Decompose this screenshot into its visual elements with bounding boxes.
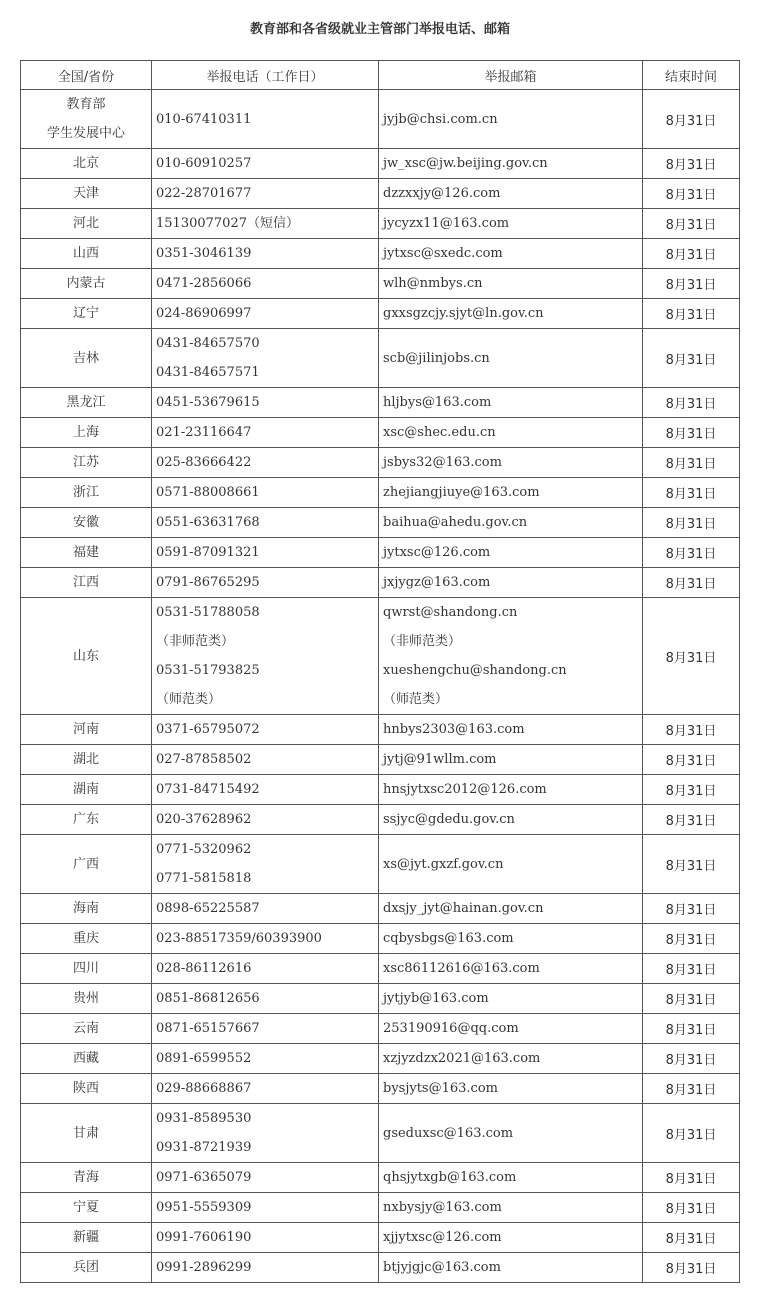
email-cell-line: xsc@shec.edu.cn bbox=[383, 425, 496, 440]
email-cell-line: jytj@91wllm.com bbox=[383, 752, 497, 767]
phone-cell bbox=[152, 775, 379, 805]
phone-cell-line: 0891-6599552 bbox=[156, 1051, 252, 1066]
phone-cell-line: 029-88668867 bbox=[156, 1081, 252, 1096]
province-cell-line: 河北 bbox=[72, 216, 99, 231]
email-cell bbox=[379, 179, 643, 209]
phone-cell bbox=[152, 805, 379, 835]
province-cell bbox=[21, 745, 152, 775]
province-cell-line: 安徽 bbox=[72, 515, 99, 530]
email-cell bbox=[379, 239, 643, 269]
email-cell-line: jxjygz@163.com bbox=[383, 575, 491, 590]
end-date-cell: 8月31日 bbox=[643, 209, 740, 239]
province-cell bbox=[21, 568, 152, 598]
table-row bbox=[21, 835, 740, 894]
table-row bbox=[21, 598, 740, 715]
email-cell-line: xzjyzdzx2021@163.com bbox=[383, 1051, 541, 1066]
email-cell-line: （师范类） bbox=[383, 692, 449, 707]
table-row bbox=[21, 1044, 740, 1074]
page-title: 教育部和各省级就业主管部门举报电话、邮箱 bbox=[249, 22, 510, 37]
email-cell bbox=[379, 924, 643, 954]
end-date-cell: 8月31日 bbox=[643, 894, 740, 924]
email-cell bbox=[379, 568, 643, 598]
phone-cell-line: 0531-51788058 bbox=[156, 605, 260, 620]
email-cell-line: jsbys32@163.com bbox=[383, 455, 502, 470]
province-cell bbox=[21, 1074, 152, 1104]
end-date-cell: 8月31日 bbox=[643, 1044, 740, 1074]
phone-cell-line: 021-23116647 bbox=[156, 425, 252, 440]
phone-cell-line: 022-28701677 bbox=[156, 186, 252, 201]
end-date-cell: 8月31日 bbox=[643, 924, 740, 954]
phone-cell-line: 010-67410311 bbox=[156, 111, 252, 127]
email-cell-line: qhsjytxgb@163.com bbox=[383, 1170, 517, 1185]
province-cell-line: 北京 bbox=[72, 156, 99, 171]
end-date-cell: 8月31日 bbox=[643, 1014, 740, 1044]
province-cell bbox=[21, 894, 152, 924]
email-cell-line: baihua@ahedu.gov.cn bbox=[383, 515, 528, 530]
email-cell bbox=[379, 835, 643, 894]
phone-cell bbox=[152, 269, 379, 299]
end-date-cell: 8月31日 bbox=[643, 745, 740, 775]
province-cell-line: 广东 bbox=[72, 812, 99, 827]
province-cell-line: 新疆 bbox=[72, 1230, 99, 1245]
table-row bbox=[21, 90, 740, 149]
province-cell bbox=[21, 508, 152, 538]
email-cell-line: xs@jyt.gxzf.gov.cn bbox=[383, 856, 504, 872]
end-date-cell: 8月31日 bbox=[643, 388, 740, 418]
email-cell-line: xsc86112616@163.com bbox=[383, 961, 540, 976]
province-cell bbox=[21, 805, 152, 835]
province-cell-line: 宁夏 bbox=[72, 1200, 99, 1215]
table-row bbox=[21, 418, 740, 448]
end-date-cell: 8月31日 bbox=[643, 538, 740, 568]
phone-cell-line: 027-87858502 bbox=[156, 752, 252, 767]
email-cell bbox=[379, 805, 643, 835]
email-cell bbox=[379, 1074, 643, 1104]
phone-cell-line: 028-86112616 bbox=[156, 961, 252, 976]
table-row bbox=[21, 448, 740, 478]
email-cell-line: jyjb@chsi.com.cn bbox=[383, 111, 498, 127]
table-row bbox=[21, 984, 740, 1014]
email-cell bbox=[379, 329, 643, 388]
province-cell bbox=[21, 448, 152, 478]
email-cell bbox=[379, 775, 643, 805]
province-cell bbox=[21, 1193, 152, 1223]
email-cell-line: dxsjy_jyt@hainan.gov.cn bbox=[383, 901, 544, 916]
phone-cell-line: 023-88517359/60393900 bbox=[156, 931, 322, 946]
end-date-cell: 8月31日 bbox=[643, 984, 740, 1014]
email-cell-line: nxbysjy@163.com bbox=[383, 1200, 502, 1215]
province-cell bbox=[21, 984, 152, 1014]
table-row bbox=[21, 1223, 740, 1253]
province-cell bbox=[21, 239, 152, 269]
end-date-cell: 8月31日 bbox=[643, 90, 740, 149]
email-cell bbox=[379, 388, 643, 418]
email-cell-line: xueshengchu@shandong.cn bbox=[383, 663, 567, 678]
phone-cell-line: 0991-2896299 bbox=[156, 1260, 252, 1275]
province-cell-line: 广西 bbox=[72, 856, 99, 872]
phone-cell-line: 0991-7606190 bbox=[156, 1230, 252, 1245]
phone-cell-line: 0471-2856066 bbox=[156, 276, 252, 291]
table-row bbox=[21, 149, 740, 179]
end-date-cell: 8月31日 bbox=[643, 954, 740, 984]
end-date-cell: 8月31日 bbox=[643, 1074, 740, 1104]
end-date-cell: 8月31日 bbox=[643, 448, 740, 478]
email-cell bbox=[379, 538, 643, 568]
email-cell bbox=[379, 478, 643, 508]
province-cell bbox=[21, 329, 152, 388]
province-cell bbox=[21, 835, 152, 894]
email-cell bbox=[379, 984, 643, 1014]
email-cell-line: zhejiangjiuye@163.com bbox=[383, 485, 540, 500]
table-row bbox=[21, 179, 740, 209]
table-row bbox=[21, 388, 740, 418]
email-cell-line: jycyzx11@163.com bbox=[383, 216, 510, 231]
table-row bbox=[21, 478, 740, 508]
phone-cell-line: 0351-3046139 bbox=[156, 246, 252, 261]
phone-cell bbox=[152, 954, 379, 984]
phone-cell bbox=[152, 1044, 379, 1074]
province-cell-line: 重庆 bbox=[72, 931, 99, 946]
phone-cell-line: （师范类） bbox=[156, 692, 222, 707]
province-cell-line: 湖北 bbox=[72, 752, 99, 767]
table-row bbox=[21, 239, 740, 269]
end-date-cell: 8月31日 bbox=[643, 835, 740, 894]
province-cell-line: 辽宁 bbox=[72, 306, 99, 321]
phone-cell bbox=[152, 149, 379, 179]
email-cell-line: jytxsc@sxedc.com bbox=[383, 246, 503, 261]
email-cell-line: dzzxxjy@126.com bbox=[383, 186, 501, 201]
phone-cell bbox=[152, 568, 379, 598]
end-date-cell: 8月31日 bbox=[643, 568, 740, 598]
header-email: 举报邮箱 bbox=[379, 61, 643, 90]
province-cell-line: 甘肃 bbox=[72, 1125, 99, 1141]
email-cell bbox=[379, 149, 643, 179]
phone-cell bbox=[152, 1193, 379, 1223]
email-cell-line: hnbys2303@163.com bbox=[383, 722, 525, 737]
table-row bbox=[21, 805, 740, 835]
table-row bbox=[21, 1074, 740, 1104]
phone-cell-line: 0951-5559309 bbox=[156, 1200, 252, 1215]
table-row bbox=[21, 894, 740, 924]
email-cell bbox=[379, 1163, 643, 1193]
province-cell bbox=[21, 179, 152, 209]
phone-cell-line: 0971-6365079 bbox=[156, 1170, 252, 1185]
phone-cell bbox=[152, 239, 379, 269]
phone-cell-line: （非师范类） bbox=[156, 634, 235, 649]
province-cell bbox=[21, 1163, 152, 1193]
phone-cell bbox=[152, 209, 379, 239]
end-date-cell: 8月31日 bbox=[643, 179, 740, 209]
phone-cell-line: 0431-84657570 bbox=[156, 336, 260, 351]
email-cell-line: xjjytxsc@126.com bbox=[383, 1230, 502, 1245]
end-date-cell: 8月31日 bbox=[643, 508, 740, 538]
phone-cell bbox=[152, 508, 379, 538]
phone-cell-line: 0791-86765295 bbox=[156, 575, 260, 590]
province-cell-line: 学生发展中心 bbox=[46, 126, 125, 141]
province-cell-line: 湖南 bbox=[72, 782, 99, 797]
phone-cell-line: 024-86906997 bbox=[156, 306, 252, 321]
province-cell bbox=[21, 388, 152, 418]
province-cell-line: 四川 bbox=[72, 961, 99, 976]
province-cell bbox=[21, 1104, 152, 1163]
end-date-cell: 8月31日 bbox=[643, 1193, 740, 1223]
table-row bbox=[21, 269, 740, 299]
phone-cell bbox=[152, 538, 379, 568]
phone-cell bbox=[152, 1074, 379, 1104]
email-cell bbox=[379, 448, 643, 478]
header-province: 全国/省份 bbox=[21, 61, 152, 90]
table-row bbox=[21, 775, 740, 805]
phone-cell bbox=[152, 924, 379, 954]
email-cell bbox=[379, 1223, 643, 1253]
province-cell-line: 山西 bbox=[72, 246, 99, 261]
end-date-cell: 8月31日 bbox=[643, 329, 740, 388]
table-row bbox=[21, 209, 740, 239]
phone-cell-line: 15130077027（短信） bbox=[156, 216, 299, 231]
table-row bbox=[21, 745, 740, 775]
phone-cell bbox=[152, 448, 379, 478]
table-row bbox=[21, 538, 740, 568]
table-row bbox=[21, 299, 740, 329]
end-date-cell: 8月31日 bbox=[643, 1223, 740, 1253]
province-cell bbox=[21, 954, 152, 984]
email-cell bbox=[379, 1014, 643, 1044]
province-cell bbox=[21, 1223, 152, 1253]
email-cell bbox=[379, 954, 643, 984]
province-cell-line: 吉林 bbox=[72, 350, 99, 366]
phone-cell bbox=[152, 598, 379, 715]
phone-cell-line: 0371-65795072 bbox=[156, 722, 260, 737]
email-cell-line: cqbysbgs@163.com bbox=[383, 931, 514, 946]
province-cell bbox=[21, 299, 152, 329]
phone-cell bbox=[152, 418, 379, 448]
table-row bbox=[21, 329, 740, 388]
province-cell-line: 福建 bbox=[72, 545, 99, 560]
province-cell bbox=[21, 775, 152, 805]
province-cell-line: 陕西 bbox=[72, 1081, 99, 1096]
end-date-cell: 8月31日 bbox=[643, 1163, 740, 1193]
email-cell bbox=[379, 418, 643, 448]
end-date-cell: 8月31日 bbox=[643, 598, 740, 715]
phone-cell-line: 020-37628962 bbox=[156, 812, 252, 827]
province-cell bbox=[21, 209, 152, 239]
table-row bbox=[21, 924, 740, 954]
province-cell-line: 浙江 bbox=[72, 485, 99, 500]
table-row bbox=[21, 1253, 740, 1283]
phone-cell bbox=[152, 1223, 379, 1253]
email-cell bbox=[379, 1044, 643, 1074]
email-cell bbox=[379, 209, 643, 239]
phone-cell bbox=[152, 299, 379, 329]
phone-cell bbox=[152, 984, 379, 1014]
end-date-cell: 8月31日 bbox=[643, 775, 740, 805]
email-cell-line: scb@jilinjobs.cn bbox=[383, 350, 490, 366]
phone-cell bbox=[152, 1104, 379, 1163]
table-row bbox=[21, 568, 740, 598]
phone-cell bbox=[152, 1163, 379, 1193]
phone-cell bbox=[152, 388, 379, 418]
end-date-cell: 8月31日 bbox=[643, 478, 740, 508]
province-cell-line: 上海 bbox=[72, 425, 99, 440]
province-cell bbox=[21, 90, 152, 149]
email-cell-line: btjyjgjc@163.com bbox=[383, 1260, 501, 1275]
table-row bbox=[21, 1014, 740, 1044]
phone-cell-line: 0931-8721939 bbox=[156, 1140, 252, 1155]
email-cell-line: wlh@nmbys.cn bbox=[383, 276, 483, 291]
end-date-cell: 8月31日 bbox=[643, 269, 740, 299]
email-cell bbox=[379, 508, 643, 538]
end-date-cell: 8月31日 bbox=[643, 1253, 740, 1283]
phone-cell-line: 0931-8589530 bbox=[156, 1111, 252, 1126]
table-row bbox=[21, 1163, 740, 1193]
province-cell-line: 江西 bbox=[72, 575, 99, 590]
table-row bbox=[21, 954, 740, 984]
province-cell bbox=[21, 1253, 152, 1283]
province-cell bbox=[21, 538, 152, 568]
province-cell bbox=[21, 715, 152, 745]
province-cell-line: 黑龙江 bbox=[66, 395, 106, 410]
end-date-cell: 8月31日 bbox=[643, 239, 740, 269]
email-cell bbox=[379, 1193, 643, 1223]
header-phone: 举报电话（工作日） bbox=[152, 61, 379, 90]
province-cell bbox=[21, 149, 152, 179]
table-header-row bbox=[21, 61, 740, 90]
table-row bbox=[21, 715, 740, 745]
email-cell bbox=[379, 1104, 643, 1163]
phone-cell-line: 0871-65157667 bbox=[156, 1021, 260, 1036]
end-date-cell: 8月31日 bbox=[643, 1104, 740, 1163]
email-cell bbox=[379, 715, 643, 745]
phone-cell-line: 0551-63631768 bbox=[156, 515, 260, 530]
phone-cell-line: 0898-65225587 bbox=[156, 901, 260, 916]
phone-cell bbox=[152, 1014, 379, 1044]
phone-cell-line: 0451-53679615 bbox=[156, 395, 260, 410]
phone-cell bbox=[152, 715, 379, 745]
phone-cell-line: 010-60910257 bbox=[156, 156, 252, 171]
email-cell bbox=[379, 894, 643, 924]
province-cell bbox=[21, 478, 152, 508]
phone-cell bbox=[152, 179, 379, 209]
email-cell-line: qwrst@shandong.cn bbox=[383, 605, 518, 620]
province-cell-line: 内蒙古 bbox=[66, 276, 106, 291]
province-cell bbox=[21, 924, 152, 954]
email-cell-line: jytxsc@126.com bbox=[383, 545, 491, 560]
province-cell-line: 青海 bbox=[72, 1170, 99, 1185]
phone-cell bbox=[152, 329, 379, 388]
province-cell-line: 山东 bbox=[72, 648, 99, 664]
phone-cell bbox=[152, 894, 379, 924]
phone-cell bbox=[152, 90, 379, 149]
province-cell bbox=[21, 1044, 152, 1074]
phone-cell-line: 0591-87091321 bbox=[156, 545, 260, 560]
email-cell bbox=[379, 1253, 643, 1283]
report-contacts-table bbox=[20, 60, 740, 1283]
table-row bbox=[21, 1104, 740, 1163]
email-cell bbox=[379, 269, 643, 299]
email-cell bbox=[379, 598, 643, 715]
end-date-cell: 8月31日 bbox=[643, 805, 740, 835]
province-cell-line: 海南 bbox=[72, 901, 99, 916]
end-date-cell: 8月31日 bbox=[643, 418, 740, 448]
email-cell-line: gseduxsc@163.com bbox=[383, 1125, 514, 1141]
phone-cell-line: 0851-86812656 bbox=[156, 991, 260, 1006]
email-cell-line: hljbys@163.com bbox=[383, 395, 492, 410]
table-body bbox=[21, 90, 740, 1283]
province-cell-line: 兵团 bbox=[72, 1260, 99, 1275]
province-cell-line: 西藏 bbox=[72, 1051, 99, 1066]
province-cell bbox=[21, 1014, 152, 1044]
table-row bbox=[21, 508, 740, 538]
phone-cell-line: 0431-84657571 bbox=[156, 365, 260, 380]
phone-cell-line: 0731-84715492 bbox=[156, 782, 260, 797]
email-cell-line: hnsjytxsc2012@126.com bbox=[383, 782, 547, 797]
email-cell-line: （非师范类） bbox=[383, 634, 462, 649]
phone-cell bbox=[152, 1253, 379, 1283]
email-cell bbox=[379, 745, 643, 775]
province-cell bbox=[21, 269, 152, 299]
province-cell-line: 贵州 bbox=[72, 991, 99, 1006]
end-date-cell: 8月31日 bbox=[643, 299, 740, 329]
province-cell bbox=[21, 418, 152, 448]
phone-cell bbox=[152, 478, 379, 508]
province-cell-line: 云南 bbox=[72, 1021, 99, 1036]
province-cell-line: 教育部 bbox=[66, 97, 106, 112]
province-cell-line: 天津 bbox=[72, 186, 99, 201]
email-cell-line: jytjyb@163.com bbox=[383, 991, 489, 1006]
phone-cell-line: 025-83666422 bbox=[156, 455, 252, 470]
phone-cell-line: 0771-5320962 bbox=[156, 842, 252, 857]
phone-cell bbox=[152, 745, 379, 775]
province-cell-line: 河南 bbox=[72, 722, 99, 737]
email-cell-line: 253190916@qq.com bbox=[383, 1021, 519, 1036]
phone-cell-line: 0571-88008661 bbox=[156, 485, 260, 500]
header-end-date: 结束时间 bbox=[643, 61, 740, 90]
end-date-cell: 8月31日 bbox=[643, 149, 740, 179]
email-cell-line: ssjyc@gdedu.gov.cn bbox=[383, 812, 515, 827]
email-cell bbox=[379, 299, 643, 329]
email-cell-line: bysjyts@163.com bbox=[383, 1081, 498, 1096]
email-cell-line: jw_xsc@jw.beijing.gov.cn bbox=[383, 156, 548, 171]
email-cell-line: gxxsgzcjy.sjyt@ln.gov.cn bbox=[383, 306, 544, 321]
email-cell bbox=[379, 90, 643, 149]
phone-cell-line: 0531-51793825 bbox=[156, 663, 260, 678]
table-row bbox=[21, 1193, 740, 1223]
phone-cell bbox=[152, 835, 379, 894]
province-cell-line: 江苏 bbox=[72, 455, 99, 470]
end-date-cell: 8月31日 bbox=[643, 715, 740, 745]
phone-cell-line: 0771-5815818 bbox=[156, 871, 252, 886]
province-cell bbox=[21, 598, 152, 715]
